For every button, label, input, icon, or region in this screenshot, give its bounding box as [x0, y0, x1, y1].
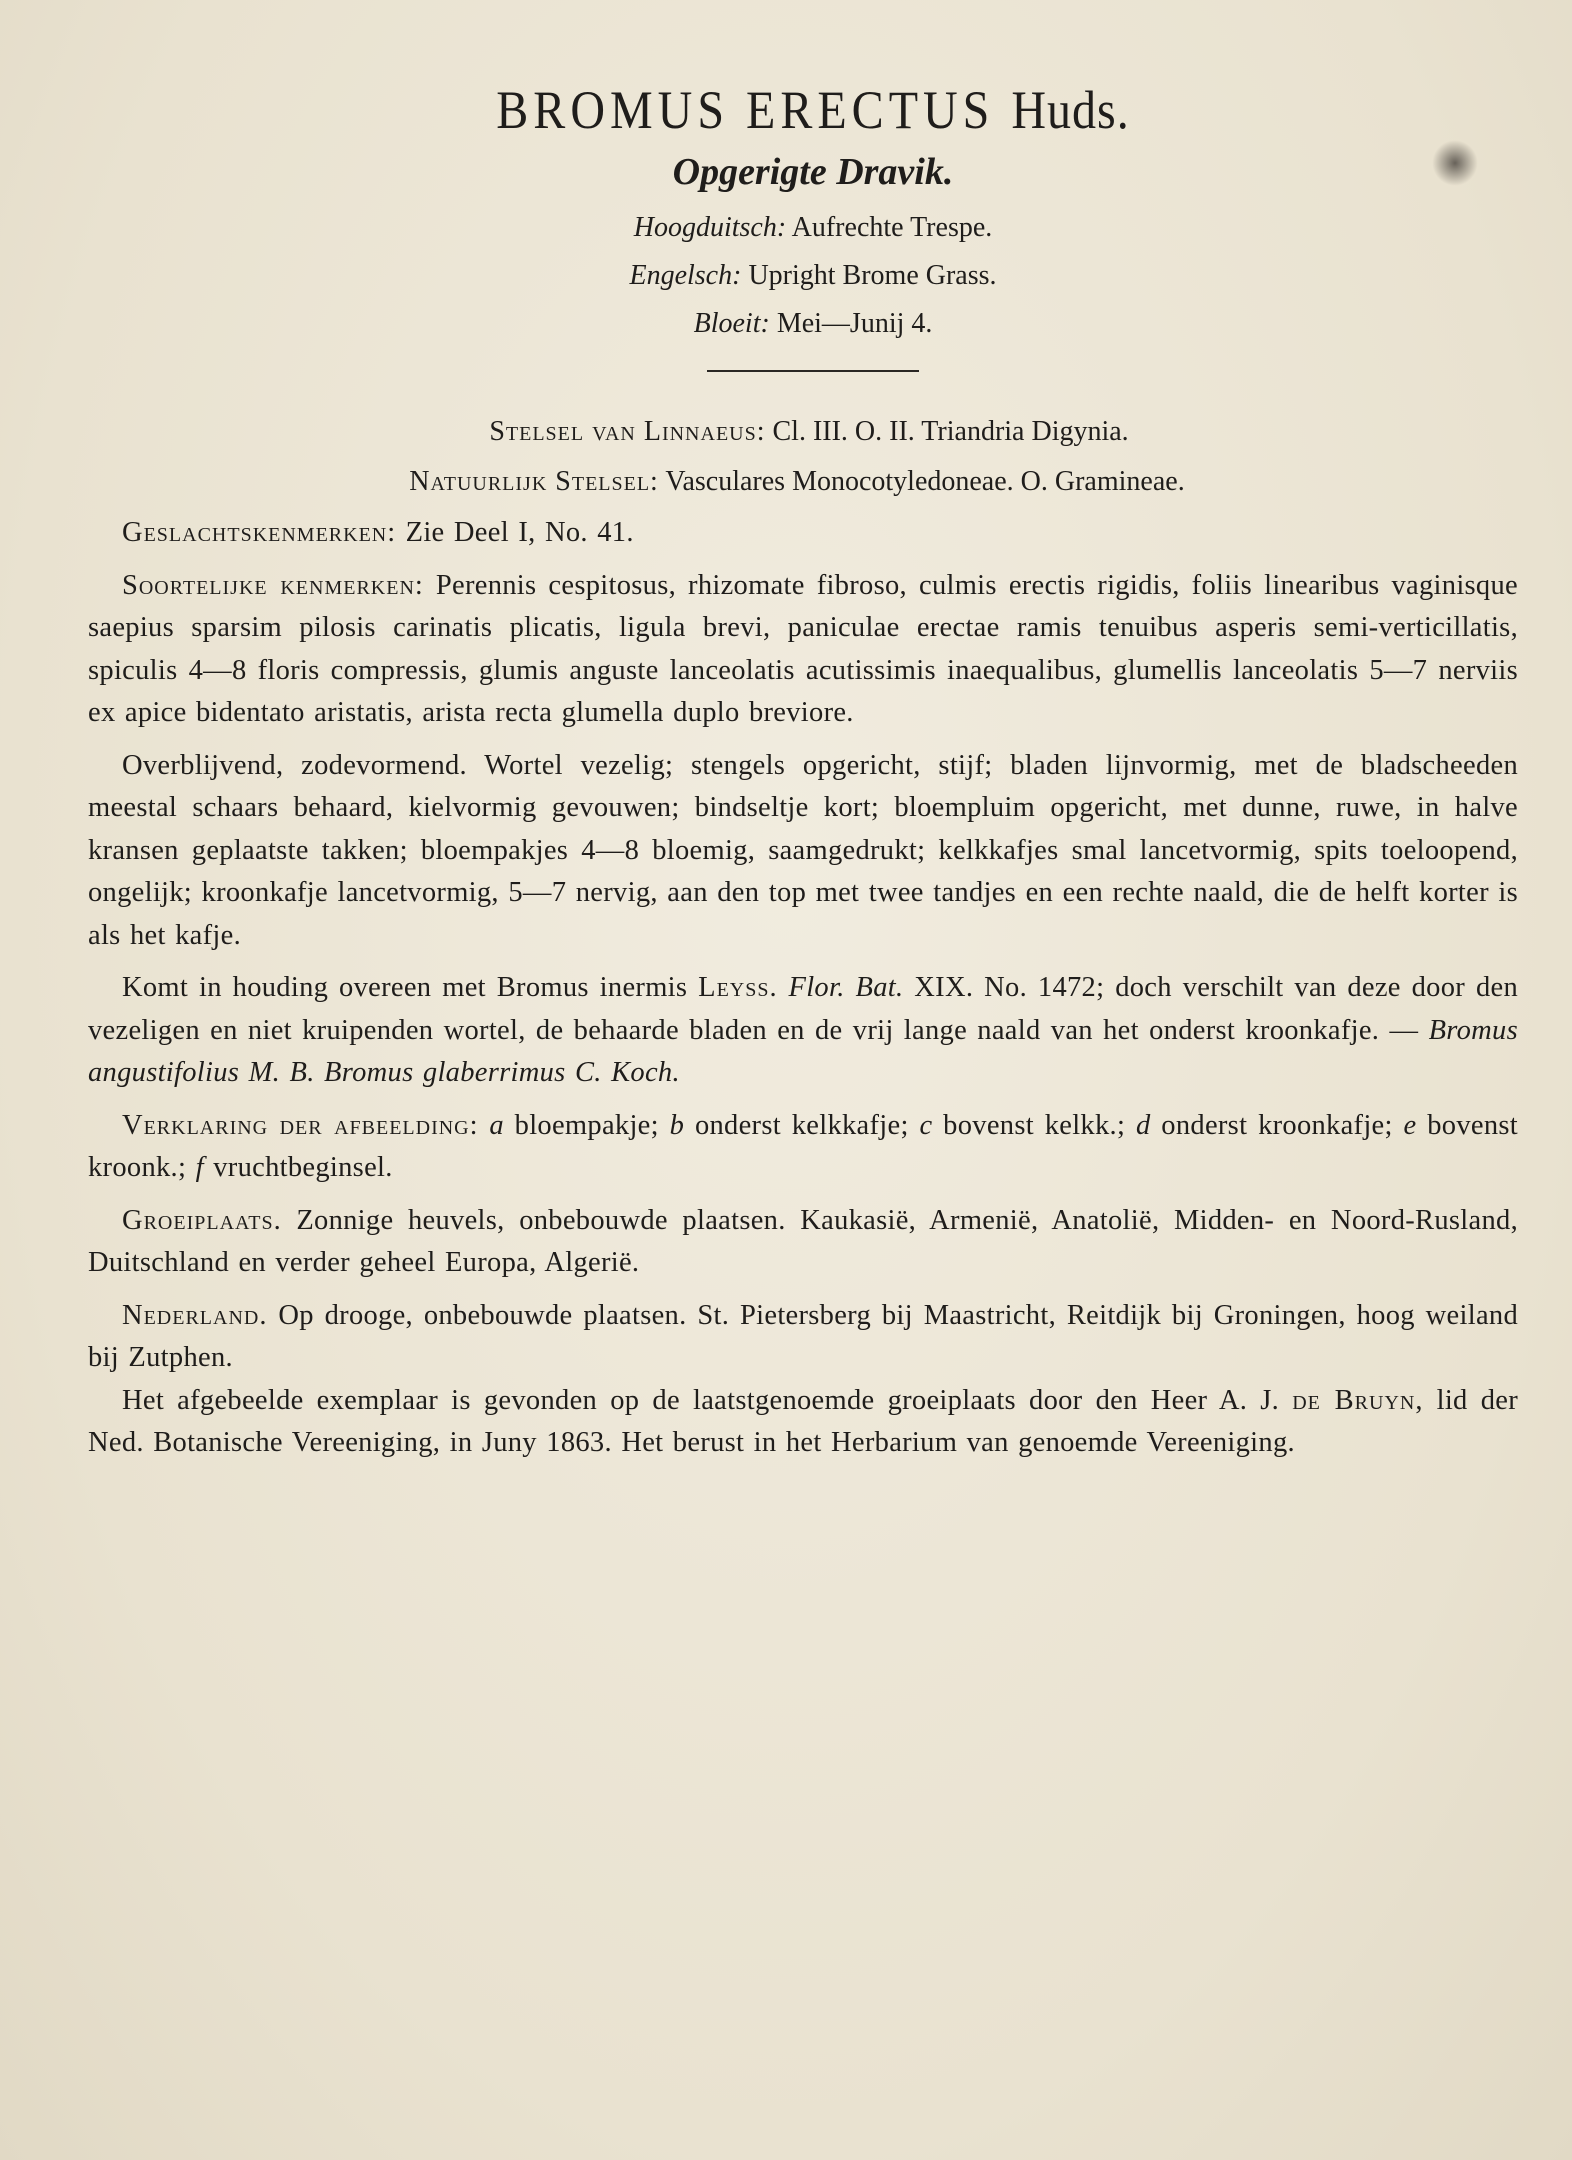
comparison-synonyms: Bromus angustifolius M. B. Bromus glaberrimus C. Koch.	[88, 1014, 1518, 1088]
comparison-leyss: Leyss.	[698, 972, 778, 1003]
linnaeus-system-line	[94, 408, 1524, 456]
figure-text-c: bovenst kelkk.;	[932, 1109, 1136, 1141]
figure-text-d: onderst kroonkafje;	[1150, 1109, 1404, 1141]
figure-key-a: a	[489, 1109, 504, 1141]
english-label: Engelsch:	[629, 260, 742, 291]
specimen-text-2: lid der Ned. Botanische Vereeniging, in Juny 1863. Het berust in het Herbarium van genoemde Vereeniging.	[88, 1384, 1518, 1458]
figure-text-b: onderst kelkkafje;	[684, 1109, 920, 1141]
linnaeus-value: Cl. III. O. II. Triandria Digynia.	[772, 416, 1129, 447]
specimen-collector: de Bruyn,	[1292, 1384, 1424, 1416]
english-name-line	[98, 252, 1528, 300]
comparison-paragraph	[88, 967, 1518, 1095]
comparison-flor: Flor. Bat.	[788, 972, 904, 1003]
german-label: Hoogduitsch:	[633, 212, 787, 243]
habitat-paragraph	[88, 1200, 1518, 1285]
figure-key-f: f	[195, 1152, 204, 1183]
divider-rule	[707, 370, 919, 372]
species-latin-text: Perennis cespitosus, rhizomate fibroso, culmis erectis rigidis, foliis linearibus vaginisque saepius sparsim pilosis carinatis plicatis, ligula brevi, paniculae erectae ramis tenuibus asperis semi-verticillatis, spiculis 4—8 floris compressis, glumis anguste lanceolatis acutissimis inaequalibus, glumellis lanceolatis 5—7 nerviis ex apice bidentato aristatis, arista recta glumella duplo breviore.	[88, 569, 1518, 728]
comparison-text-2: XIX. No. 1472; doch verschilt van deze door den vezeligen en niet kruipenden wortel, de behaarde bladen en de vrij lange naald van het onderst kroonkafje. —	[88, 972, 1518, 1046]
specimen-paragraph	[88, 1380, 1518, 1465]
natural-system-line	[82, 458, 1512, 506]
figure-legend-paragraph	[88, 1105, 1518, 1190]
english-value: Upright Brome Grass.	[748, 260, 997, 291]
netherlands-text: Op drooge, onbebouwde plaatsen. St. Pietersberg bij Maastricht, Reitdijk bij Groningen, hoog weiland bij Zutphen.	[88, 1299, 1518, 1373]
specimen-text-1: Het afgebeelde exemplaar is gevonden op de laatstgenoemde groeiplaats door den Heer A. J.	[122, 1384, 1293, 1416]
german-value: Aufrechte Trespe.	[791, 212, 993, 243]
document-page	[88, 78, 1518, 1465]
comparison-text-1: Komt in houding overeen met Bromus inermis	[122, 972, 699, 1003]
habitat-text: Zonnige heuvels, onbebouwde plaatsen. Kaukasië, Armenië, Anatolië, Midden- en Noord-Rusland, Duitschland en verder geheel Europa, Algerië.	[88, 1204, 1518, 1278]
species-dutch-paragraph	[88, 745, 1518, 958]
genus-label: Geslachtskenmerken:	[122, 517, 397, 548]
species-dutch-text: Overblijvend, zodevormend. Wortel vezelig; stengels opgericht, stijf; bladen lijnvormig, met de bladscheeden meestal schaars behaard, kielvormig gevouwen; bindseltje kort; bloempluim opgericht, met dunne, ruwe, in halve kransen geplaatste takken; bloempakjes 4—8 bloemig, saamgedrukt; kelkkafjes smal lancetvormig, spits toeloopend, ongelijk; kroonkafje lancetvormig, 5—7 nervig, aan den top met twee tandjes en een rechte naald, die de helft korter is als het kafje.	[88, 749, 1518, 951]
species-latin-paragraph	[88, 565, 1518, 735]
figure-text-f: vruchtbeginsel.	[203, 1152, 393, 1183]
figure-key-c: c	[919, 1109, 933, 1141]
german-name-line	[98, 204, 1528, 252]
genus-paragraph	[88, 512, 1518, 555]
bloom-label: Bloeit:	[693, 308, 770, 339]
genus-value: Zie Deel I, No. 41.	[405, 517, 634, 548]
title-block	[98, 78, 1528, 372]
linnaeus-label: Stelsel van Linnaeus:	[489, 416, 766, 447]
netherlands-label: Nederland.	[122, 1299, 268, 1331]
dutch-name: Opgerigte Dravik.	[672, 151, 954, 193]
species-name: BROMUS ERECTUS	[496, 80, 995, 141]
figure-key-d: d	[1135, 1109, 1151, 1141]
figure-key-b: b	[669, 1109, 685, 1141]
figure-text-a: bloempakje;	[503, 1109, 670, 1141]
figure-text-e: bovenst kroonk.;	[88, 1109, 1519, 1183]
figure-key-e: e	[1403, 1109, 1417, 1141]
habitat-label: Groeiplaats.	[122, 1204, 282, 1236]
natural-label: Natuurlijk Stelsel:	[409, 466, 659, 497]
netherlands-paragraph	[88, 1295, 1518, 1380]
species-label: Soortelijke kenmerken:	[122, 569, 424, 601]
species-author: Huds.	[1011, 80, 1130, 141]
natural-value: Vasculares Monocotyledoneae. O. Gramineae.	[665, 466, 1185, 497]
species-title	[98, 74, 1528, 148]
figure-label: Verklaring der afbeelding:	[122, 1109, 479, 1141]
bloom-line	[98, 300, 1528, 348]
bloom-value: Mei—Junij 4.	[776, 308, 933, 339]
